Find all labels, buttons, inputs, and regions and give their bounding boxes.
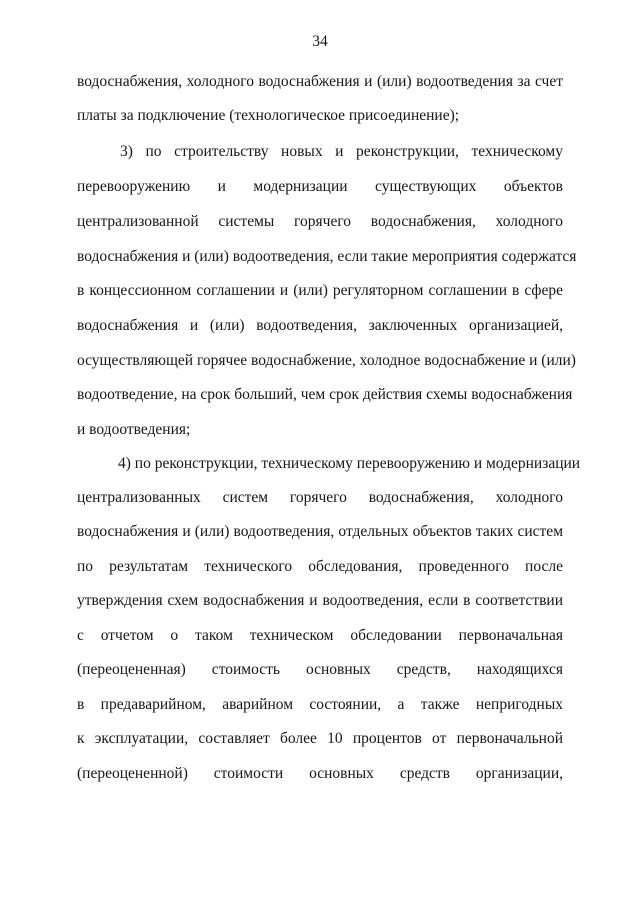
text-line: утверждения схем водоснабжения и водоотведения, если в соответствии [77,592,563,609]
text-line: водоснабжения, холодного водоснабжения и (или) водоотведения за счет [77,73,563,90]
page-number: 34 [312,33,328,50]
text-line: водоснабжения и (или) водоотведения, если такие мероприятия содержатся [77,248,577,265]
text-line: централизованной системы горячего водоснабжения, холодного [77,213,563,230]
text-line: водоотведение, на срок больший, чем срок действия схемы водоснабжения [77,386,573,403]
text-line: по результатам технического обследования, проведенного после [77,558,563,575]
text-line: осуществляющей горячее водоснабжение, холодное водоснабжение и (или) [77,352,576,369]
text-line: в концессионном соглашении и (или) регуляторном соглашении в сфере [77,282,563,299]
text-line: перевооружению и модернизации существующих объектов [77,178,563,195]
text-line: централизованных систем горячего водоснабжения, холодного [77,489,563,506]
text-line: платы за подключение (технологическое присоединение); [77,107,460,124]
text-line: (переоцененной) стоимости основных средств организации, [77,765,563,782]
text-line: и водоотведения; [77,421,191,438]
text-line: в предаварийном, аварийном состоянии, а также непригодных [77,696,563,713]
text-line: водоснабжения и (или) водоотведения, заключенных организацией, [77,317,563,334]
text-line: водоснабжения и (или) водоотведения, отдельных объектов таких систем [77,523,563,540]
text-line: (переоцененная) стоимость основных средств, находящихся [77,661,563,678]
text-line: 3) по строительству новых и реконструкции, техническому [120,143,563,160]
text-line: к эксплуатации, составляет более 10 процентов от первоначальной [77,730,563,747]
text-line: 4) по реконструкции, техническому перевооружению и модернизации [118,455,581,472]
text-line: с отчетом о таком техническом обследовании первоначальная [77,627,563,644]
